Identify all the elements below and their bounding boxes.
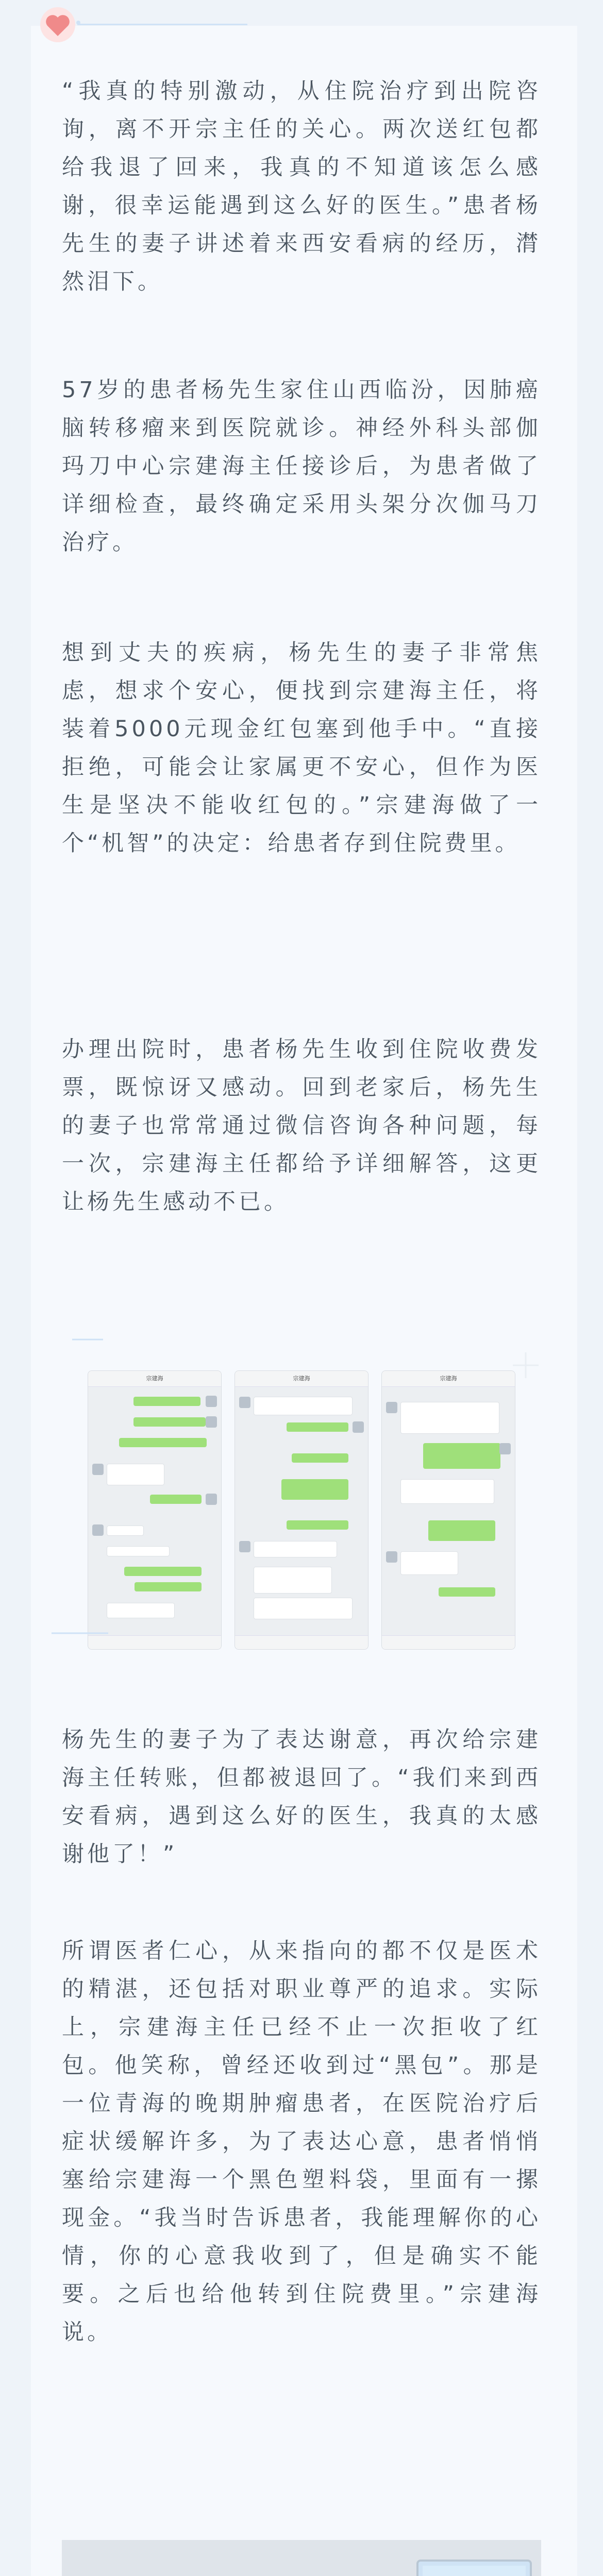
heart-ornament-icon [28, 2, 90, 48]
chat-title: 宗建海 [382, 1371, 515, 1387]
corner-ornament-icon [72, 1319, 119, 1350]
consultation-photo [62, 2540, 541, 2576]
paragraph-2: 57岁的患者杨先生家住山西临汾，因肺癌脑转移瘤来到医院就诊。神经外科头部伽玛刀中心宗建海主任接诊后，为患者做了详细检查，最终确定采用头架分次伽马刀治疗。 [62, 377, 541, 555]
consultation-illustration [62, 2540, 541, 2576]
chat-title: 宗建海 [235, 1371, 368, 1387]
chat-screenshot-2 [234, 1370, 368, 1650]
paragraph-3: 想到丈夫的疾病，杨先生的妻子非常焦虑，想求个安心，便找到宗建海主任，将装着5000元现金红包塞到他手中。“直接拒绝，可能会让家属更不安心，但作为医生是坚决不能收红包的。”宗建海做了一个“机智”的决定：给患者存到住院费里。 [62, 640, 541, 856]
paragraph-5: 杨先生的妻子为了表达谢意，再次给宗建海主任转账，但都被退回了。“我们来到西安看病，遇到这么好的医生，我真的太感谢他了！” [62, 1727, 541, 1867]
header-divider [77, 24, 247, 25]
paragraph-1: “我真的特别激动，从住院治疗到出院咨询，离不开宗主任的关心。两次送红包都给我退了回来，我真的不知道该怎么感谢，很幸运能遇到这么好的医生。”患者杨先生的妻子讲述着来西安看病的经历，潸然泪下。 [62, 78, 541, 295]
corner-ornament-icon [46, 1607, 124, 1638]
paragraph-6: 所谓医者仁心，从来指向的都不仅是医术的精湛，还包括对职业尊严的追求。实际上，宗建海主任已经不止一次拒收了红包。他笑称，曾经还收到过“黑包”。那是一位青海的晚期肿瘤患者，在医院治疗后症状缓解许多，为了表达心意，患者悄悄塞给宗建海一个黑色塑料袋，里面有一摞现金。“我当时告诉患者，我能理解你的心情，你的心意我收到了，但是确实不能要。之后也给他转到住院费里。”宗建海说。 [62, 1938, 541, 2345]
chat-screenshots [88, 1370, 526, 1659]
paragraph-4: 办理出院时，患者杨先生收到住院收费发票，既惊讶又感动。回到老家后，杨先生的妻子也常常通过微信咨询各种问题，每一次，宗建海主任都给予详细解答，这更让杨先生感动不已。 [62, 1037, 541, 1215]
chat-title: 宗建海 [88, 1371, 221, 1387]
chat-screenshot-3 [381, 1370, 515, 1650]
